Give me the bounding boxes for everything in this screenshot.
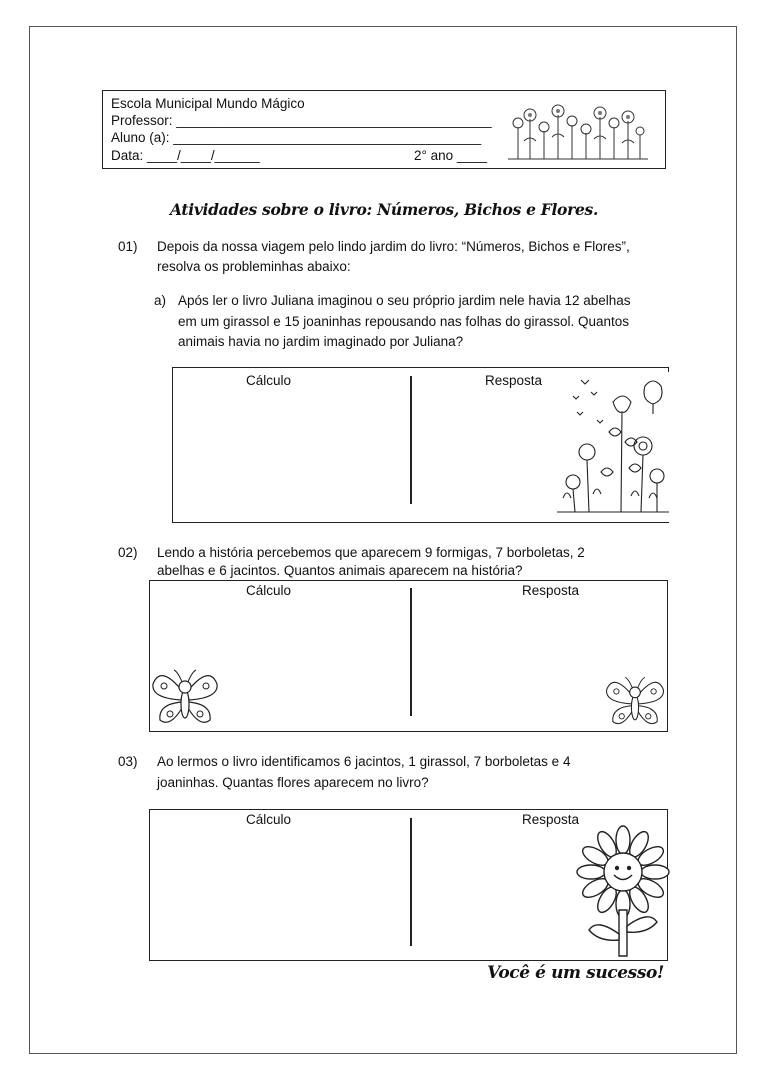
header-box: [102, 90, 666, 169]
q1-number: 01): [118, 239, 138, 254]
q2-divider: [410, 588, 412, 716]
smiling-flower-icon: [576, 822, 670, 960]
page-title: Atividades sobre o livro: Números, Bichos e Flores.: [169, 200, 599, 219]
q1a-line2: em um girassol e 15 joaninhas repousando nas folhas do girassol. Quantos: [178, 314, 630, 329]
q1a-line1: Após ler o livro Juliana imaginou o seu próprio jardim nele havia 12 abelhas: [178, 293, 631, 308]
butterfly-icon: [604, 675, 666, 731]
q3-number: 03): [118, 754, 138, 769]
student-field: Aluno (a): _________________________________________: [111, 130, 482, 145]
q2-number: 02): [118, 545, 138, 560]
q3-line1: Ao lermos o livro identificamos 6 jacintos, 1 girassol, 7 borboletas e 4: [157, 754, 571, 769]
flowers-and-butterflies-icon: [553, 372, 671, 522]
q1-answer-label: Resposta: [485, 373, 543, 388]
grade-field: 2° ano ____: [414, 148, 487, 163]
q1a-letter: a): [154, 293, 167, 308]
date-field: Data: ____/____/______: [111, 148, 260, 163]
q1-divider: [410, 376, 412, 504]
butterfly-icon: [150, 668, 220, 730]
teacher-field: Professor: __________________________________________: [111, 113, 492, 128]
q3-calc-label: Cálculo: [246, 812, 292, 827]
q2-calc-label: Cálculo: [246, 583, 292, 598]
q3-answer-label: Resposta: [522, 812, 580, 827]
q1-calc-label: Cálculo: [246, 373, 292, 388]
q3-line2: joaninhas. Quantas flores aparecem no livro?: [157, 775, 429, 790]
closing-message: Você é um sucesso!: [487, 963, 664, 983]
q3-divider: [410, 818, 412, 946]
q1-line1: Depois da nossa viagem pelo lindo jardim do livro: “Números, Bichos e Flores”,: [157, 239, 630, 254]
q1a-line3: animais havia no jardim imaginado por Juliana?: [178, 334, 464, 349]
q2-line1: Lendo a história percebemos que aparecem 9 formigas, 7 borboletas, 2: [157, 545, 585, 560]
school-name: Escola Municipal Mundo Mágico: [111, 96, 305, 111]
q2-answer-label: Resposta: [522, 583, 580, 598]
flower-garden-icon: [508, 97, 648, 161]
q2-answer-box[interactable]: [149, 580, 668, 732]
q2-line2: abelhas e 6 jacintos. Quantos animais aparecem na história?: [157, 563, 523, 578]
q1-line2: resolva os probleminhas abaixo:: [157, 259, 351, 274]
